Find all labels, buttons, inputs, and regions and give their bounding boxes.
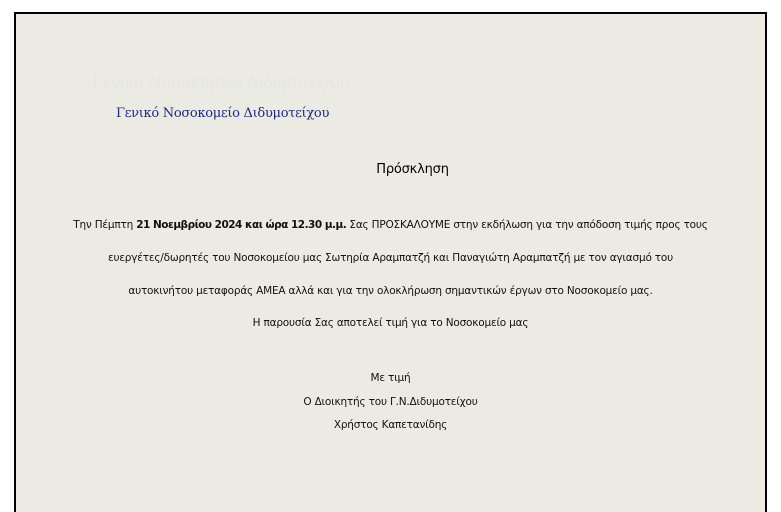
body-line-3: αυτοκινήτου μεταφοράς ΑΜΕΑ αλλά και για την ολοκλήρωση σημαντικών έργων στο Νοσοκομείο μας. bbox=[128, 285, 653, 297]
body-line-1-end: Σας ΠΡΟΣΚΑΛΟΥΜΕ στην εκδήλωση για την απόδοση τιμής προς τους bbox=[346, 219, 708, 231]
invitation-document bbox=[14, 12, 767, 512]
signature-name: Χρήστος Καπετανίδης bbox=[333, 419, 448, 431]
event-date-time: 21 Νοεμβρίου 2024 και ώρα 12.30 μ.μ. bbox=[136, 219, 347, 231]
body-line-1 bbox=[16, 219, 765, 231]
hospital-name: Γενικό Νοσοκομείο Διδυμοτείχου bbox=[116, 106, 330, 121]
signature-role: Ο Διοικητής του Γ.Ν.Διδυμοτείχου bbox=[303, 396, 478, 408]
invitation-title: Πρόσκληση bbox=[376, 162, 449, 177]
signature-closing: Με τιμή bbox=[370, 372, 411, 384]
body-line-1-start: Την Πέμπτη bbox=[73, 219, 137, 231]
body-line-2: ευεργέτες/δωρητές του Νοσοκομείου μας Σωτηρία Αραμπατζή και Παναγιώτη Αραμπατζή με τον αγιασμό του bbox=[107, 252, 674, 264]
watermark-hospital-name: Γενικό Νοσοκομείο Διδυμοτείχου bbox=[92, 72, 350, 93]
body-line-4: Η παρουσία Σας αποτελεί τιμή για το Νοσοκομείο μας bbox=[252, 317, 529, 329]
